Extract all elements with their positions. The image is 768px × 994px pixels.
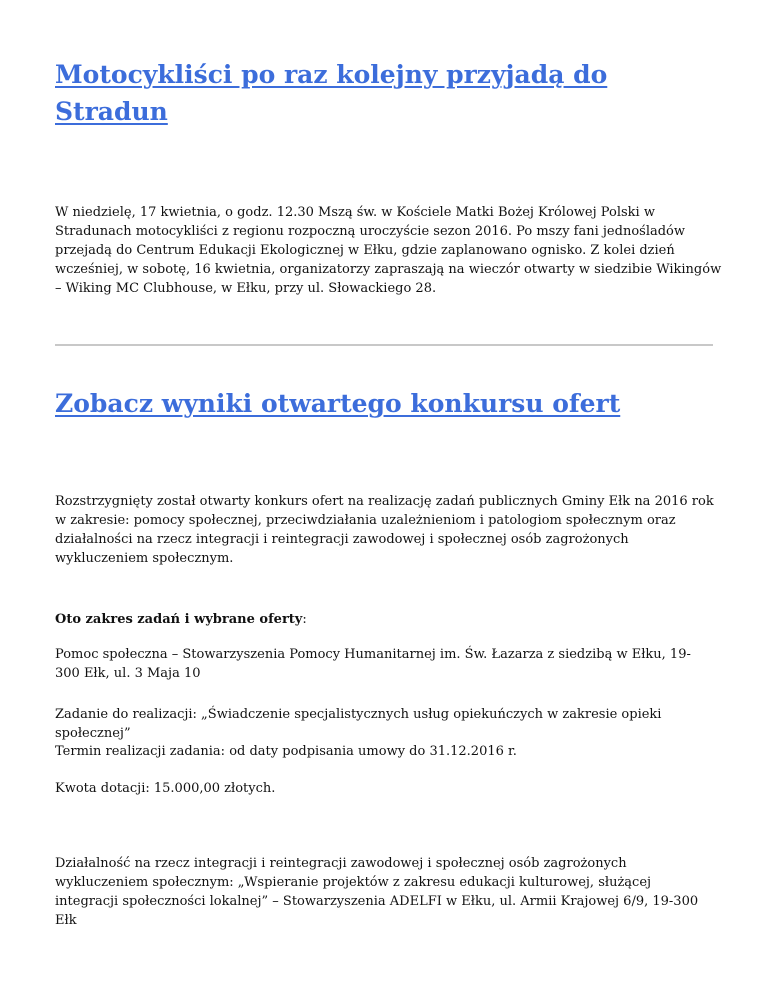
scope-heading-colon: : bbox=[302, 612, 307, 627]
offer-social-assistance: Pomoc społeczna – Stowarzyszenia Pomocy Humanitarnej im. Św. Łazarza z siedzibą w Ełku, 19-300 Ełk, ul. 3 Maja 10 bbox=[55, 647, 691, 681]
article-link-contest-results[interactable]: Zobacz wyniki otwartego konkursu ofert bbox=[55, 389, 621, 418]
article-divider bbox=[55, 344, 713, 346]
article-body-motorcyclists: W niedzielę, 17 kwietnia, o godz. 12.30 Mszą św. w Kościele Matki Bożej Królowej Polski w Stradunach motocykliści z regionu rozpoczną uroczyście sezon 2016. Po mszy fani jednośladów przejadą do Centrum Edukacji Ekologicznej w Ełku, gdzie zaplanowano ognisko. Z kolei dzień wcześniej, w sobotę, 16 kwietnia, organizatorzy zapraszają na wieczór otwarty w siedzibie Wikingów – Wiking MC Clubhouse, w Ełku, przy ul. Słowackiego 28. bbox=[55, 205, 722, 296]
scope-heading bbox=[55, 610, 715, 629]
article-intro-contest: Rozstrzygnięty został otwarty konkurs ofert na realizację zadań publicznych Gminy Ełk na 2016 rok w zakresie: pomocy społecznej, przeciwdziałania uzależnieniom i patologiom społecznym oraz działalności na rzecz integracji i reintegracji zawodowej i społecznej osób zagrożonych wykluczeniem społecznym. bbox=[55, 494, 714, 566]
offer-integration: Działalność na rzecz integracji i reintegracji zawodowej i społecznej osób zagrożonych wykluczeniem społecznym: „Wspieranie projektów z zakresu edukacji kulturowej, służącej integracji społeczności lokalnej” – Stowarzyszenia ADELFI w Ełku, ul. Armii Krajowej 6/9, 19-300 Ełk bbox=[55, 856, 699, 928]
task-description: Zadanie do realizacji: „Świadczenie specjalistycznych usług opiekuńczych w zakresie opieki społecznej” bbox=[55, 707, 662, 741]
grant-amount: Kwota dotacji: 15.000,00 złotych. bbox=[55, 781, 276, 796]
article-title-contest-results bbox=[55, 385, 715, 422]
task-deadline: Termin realizacji zadania: od daty podpisania umowy do 31.12.2016 r. bbox=[55, 744, 517, 759]
scope-heading-bold: Oto zakres zadań i wybrane oferty bbox=[55, 612, 303, 627]
article-link-motorcyclists[interactable]: Motocykliści po raz kolejny przyjadą do Stradun bbox=[55, 60, 608, 126]
article-title-motorcyclists bbox=[55, 56, 655, 130]
